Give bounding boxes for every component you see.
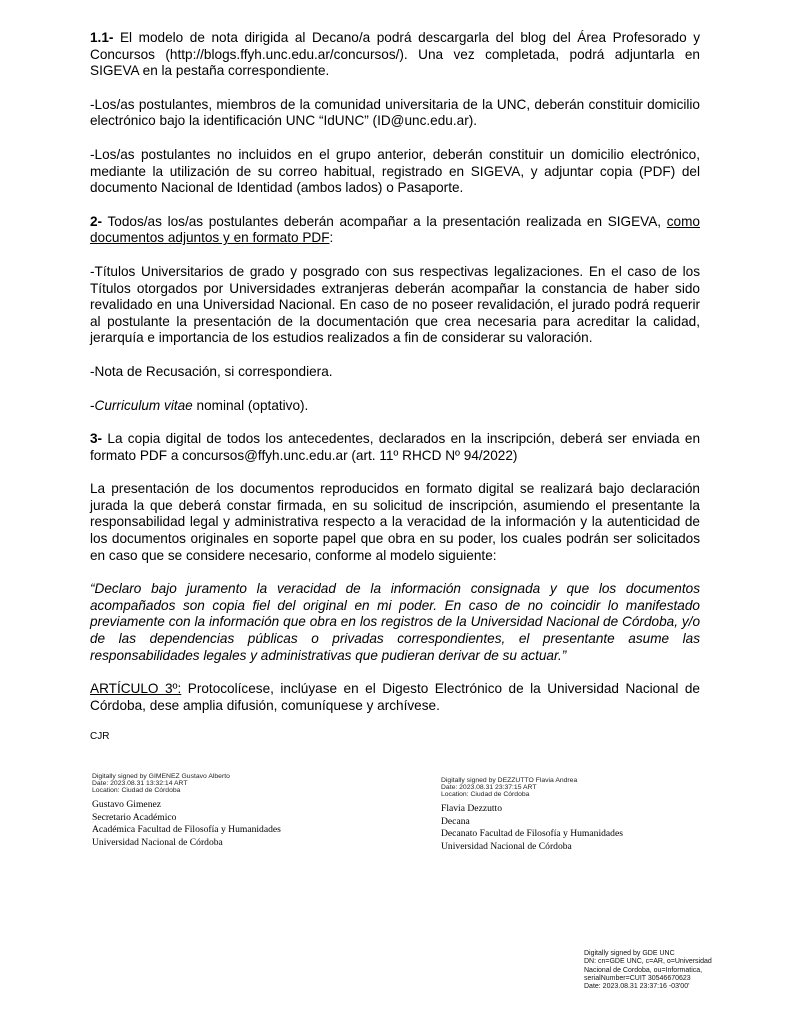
paragraph-text: La copia digital de todos los antecedentes, declarados en la inscripción, deberá ser enviada en formato PDF a concursos@ffyh.unc.edu.ar (art. 11º RHCD Nº 94/2022) xyxy=(90,431,700,463)
signer-role: Decana xyxy=(441,815,470,827)
initials: CJR xyxy=(90,731,110,743)
paragraph-cv xyxy=(90,398,700,415)
signed-by: Digitally signed by GIMENEZ Gustavo Alberto xyxy=(92,773,230,780)
gde-serial: serialNumber=CUIT 30546670623 xyxy=(584,974,691,982)
signed-date: Date: 2023.08.31 13:32:14 ART xyxy=(92,780,188,787)
article-label: ARTÍCULO 3º: xyxy=(90,681,182,697)
paragraph-non-members: -Los/as postulantes no incluidos en el grupo anterior, deberán constituir un domicilio electrónico, mediante la utilización de su correo habitual, registrado en SIGEVA, y adjuntar copia (PDF) del documento Nacional de Identidad (ambos lados) o Pasaporte. xyxy=(90,146,700,196)
signed-location: Location: Ciudad de Córdoba xyxy=(92,787,181,794)
document-body xyxy=(90,30,700,742)
signature-block-dezzutto xyxy=(441,777,623,853)
paragraph-articulo-3 xyxy=(90,681,700,714)
paragraph-1-1 xyxy=(90,30,700,80)
paragraph-text: El modelo de nota dirigida al Decano/a podrá descargarla del blog del Área Profesorado y Concursos (http://blogs.ffyh.unc.edu.ar/concursos/). Una vez completada, podrá adjuntarla en SIGEVA en la pestaña correspondiente. xyxy=(90,30,700,79)
paragraph-2 xyxy=(90,214,700,247)
item-number: 1.1- xyxy=(90,30,114,45)
signer-role: Secretario Académico xyxy=(92,811,177,823)
signer-department: Académica Facultad de Filosofía y Humanidades xyxy=(92,824,281,835)
paragraph-3 xyxy=(90,431,700,464)
paragraph-text: nominal (optativo). xyxy=(192,397,309,413)
signer-name: Gustavo Gimenez xyxy=(92,799,162,810)
paragraph-end: : xyxy=(329,230,334,246)
gde-dn-line-2: Nacional de Cordoba, ou=Informatica, xyxy=(584,966,703,974)
paragraph-titles: -Títulos Universitarios de grado y posgrado con sus respectivas legalizaciones. En el caso de los Títulos otorgados por Universidades extranjeras deberán acompañar la constancia de haber sido revalidado en una Universidad Nacional. En caso de no poseer revalidación, el jurado podrá requerir al postulante la presentación de la documentación que crea necesaria para acreditar la calidad, jerarquía e importancia de los estudios realizados a fin de considerar su valoración. xyxy=(90,263,700,346)
item-number: 2- xyxy=(90,213,103,229)
paragraph-declaration-quote: “Declaro bajo juramento la veracidad de la información consignada y que los documentos acompañados son copia fiel del original en mi poder. En caso de no coincidir lo manifestado previamente con la información que obra en los registros de la Universidad Nacional de Córdoba, y/o de las dependencias públicas o privadas correspondientes, el presentante asume las responsabilidades legales y administrativas que pudieran derivar de su actuar.” xyxy=(90,581,700,663)
italic-text: Curriculum vitae xyxy=(94,397,193,413)
signed-location: Location: Ciudad de Córdoba xyxy=(441,791,530,798)
paragraph-recusacion: -Nota de Recusación, si correspondiera. xyxy=(90,363,333,379)
underlined-text: como documentos adjuntos y en formato PDF xyxy=(90,213,700,246)
gde-date: Date: 2023.08.31 23:37:16 -03'00' xyxy=(584,983,690,991)
dash: - xyxy=(90,397,95,413)
paragraph-unc-members: -Los/as postulantes, miembros de la comunidad universitaria de la UNC, deberán constituir domicilio electrónico bajo la identificación UNC “IdUNC” (ID@unc.edu.ar). xyxy=(90,96,700,129)
signer-department: Decanato Facultad de Filosofía y Humanidades xyxy=(441,828,623,839)
paragraph-text: Todos/as los/as postulantes deberán acompañar a la presentación realizada en SIGEVA, xyxy=(102,213,667,229)
gde-dn-line-1: DN: cn=GDE UNC, c=AR, o=Universidad xyxy=(584,958,712,966)
item-number: 3- xyxy=(90,431,103,447)
paragraph-declaration-intro: La presentación de los documentos reproducidos en formato digital se realizará bajo declaración jurada la que deberá constar firmada, en su solicitud de inscripción, asumiendo el presentante la responsabilidad legal y administrativa respecto a la veracidad de la información y la autenticidad de los documentos originales en soporte papel que obra en su poder, los cuales podrán ser solicitados en caso que se considere necesario, conforme al modelo siguiente: xyxy=(90,481,700,563)
signer-university: Universidad Nacional de Córdoba xyxy=(441,840,572,852)
signed-by: Digitally signed by DEZZUTTO Flavia Andrea xyxy=(441,777,578,784)
paragraph-text: Protocolícese, inclúyase en el Digesto Electrónico de la Universidad Nacional de Córdoba, dese amplia difusión, comuníquese y archívese. xyxy=(90,681,700,713)
signer-university: Universidad Nacional de Córdoba xyxy=(92,836,223,848)
signed-date: Date: 2023.08.31 23:37:15 ART xyxy=(441,784,537,791)
signer-name: Flavia Dezzutto xyxy=(441,803,503,814)
signature-block-gimenez xyxy=(92,773,281,849)
gde-digital-signature-stamp xyxy=(584,950,764,991)
gde-signed-by: Digitally signed by GDE UNC xyxy=(584,950,675,957)
